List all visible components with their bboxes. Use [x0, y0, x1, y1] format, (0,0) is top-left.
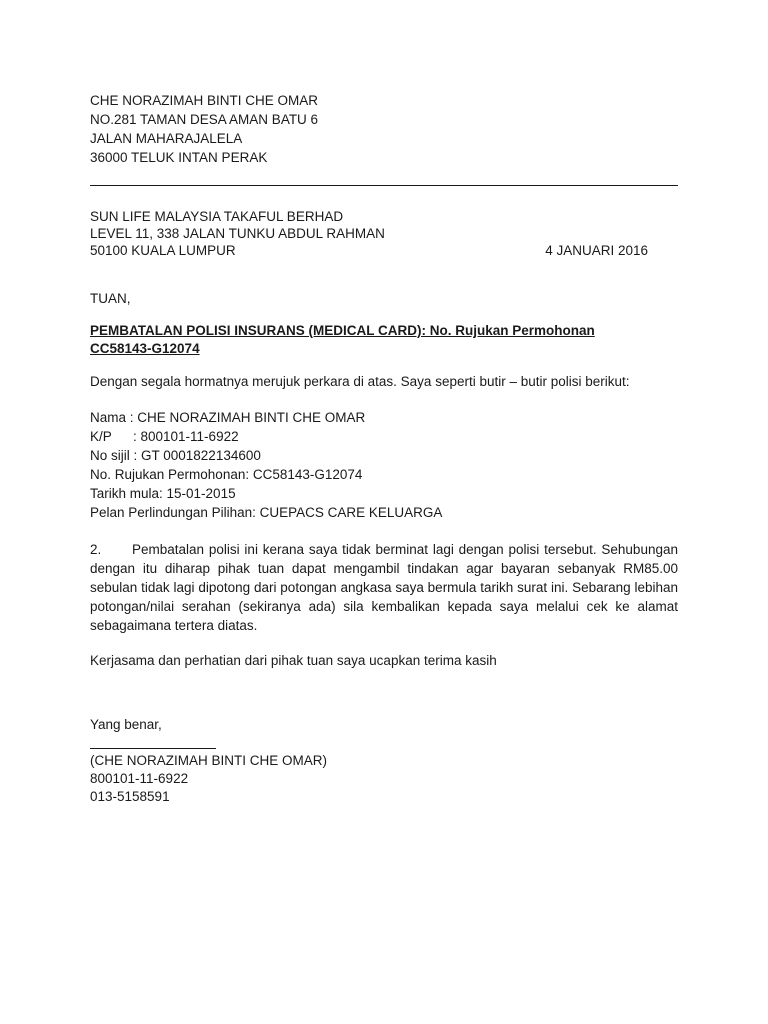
- header-divider: [90, 185, 678, 186]
- signature-line: [90, 748, 216, 749]
- sender-address-line2: JALAN MAHARAJALELA: [90, 131, 243, 146]
- detail-no-sijil: No sijil : GT 0001822134600: [90, 448, 261, 463]
- policy-details: [90, 408, 442, 522]
- sender-name: CHE NORAZIMAH BINTI CHE OMAR: [90, 93, 319, 108]
- intro-text: Dengan segala hormatnya merujuk perkara di atas. Saya seperti butir – butir polisi berikut:: [90, 374, 630, 389]
- paragraph-2: [90, 540, 678, 635]
- detail-nama: Nama : CHE NORAZIMAH BINTI CHE OMAR: [90, 410, 366, 425]
- sign-off: Yang benar,: [90, 717, 162, 732]
- detail-no-rujukan: No. Rujukan Permohonan: CC58143-G12074: [90, 467, 363, 482]
- paragraph-2-text: Pembatalan polisi ini kerana saya tidak berminat lagi dengan polisi tersebut. Sehubungan dengan itu diharap pihak tuan dapat mengambil tindakan agar bayaran sebanyak RM85.00 sebulan tidak lagi dipotong dari potongan angkasa saya bermula tarikh surat ini. Sebarang lebihan potongan/nilai serahan (sekiranya ada) sila kembalikan kepada saya melalui cek ke alamat sebagaimana tertera diatas.: [90, 542, 678, 633]
- recipient-address-line1: LEVEL 11, 338 JALAN TUNKU ABDUL RAHMAN: [90, 226, 385, 241]
- sender-address-line3: 36000 TELUK INTAN PERAK: [90, 150, 268, 165]
- detail-kp-label: K/P: [90, 429, 112, 444]
- recipient-address-line2: 50100 KUALA LUMPUR: [90, 243, 236, 258]
- closing-thanks: Kerjasama dan perhatian dari pihak tuan saya ucapkan terima kasih: [90, 653, 497, 668]
- letter-date: 4 JANUARI 2016: [545, 243, 648, 258]
- detail-pelan: Pelan Perlindungan Pilihan: CUEPACS CARE KELUARGA: [90, 505, 443, 520]
- detail-kp-value: : 800101-11-6922: [133, 429, 239, 444]
- detail-tarikh-mula: Tarikh mula: 15-01-2015: [90, 486, 236, 501]
- paragraph-2-number: 2.: [90, 542, 102, 557]
- signature-phone: 013-5158591: [90, 789, 170, 804]
- recipient-name: SUN LIFE MALAYSIA TAKAFUL BERHAD: [90, 209, 344, 224]
- sender-address-line1: NO.281 TAMAN DESA AMAN BATU 6: [90, 112, 319, 127]
- signature-name: (CHE NORAZIMAH BINTI CHE OMAR): [90, 753, 328, 768]
- letter-subject: PEMBATALAN POLISI INSURANS (MEDICAL CARD): No. Rujukan Permohonan CC58143-G12074: [90, 323, 595, 356]
- salutation: TUAN,: [90, 291, 131, 306]
- signature-ic: 800101-11-6922: [90, 771, 189, 786]
- detail-kp: [90, 427, 442, 446]
